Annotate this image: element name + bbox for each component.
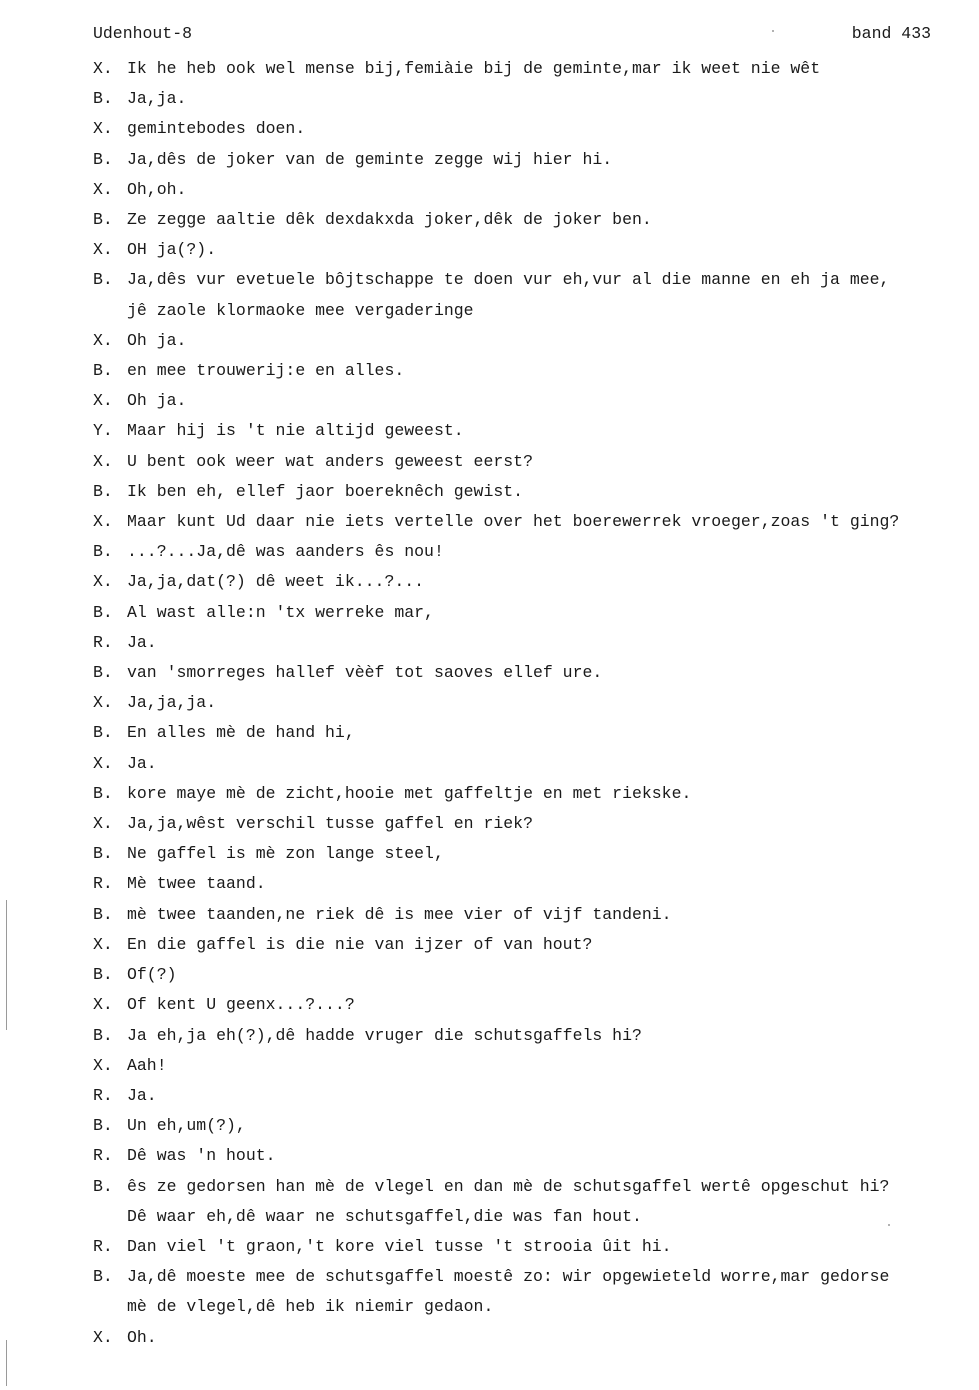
utterance-text: Ja,ja. [127, 89, 187, 109]
utterance-text: Ja. [127, 1085, 157, 1105]
utterance-text: en mee trouwerij:e en alles. [127, 361, 405, 381]
utterance-text: Maar hij is 't nie altijd geweest. [127, 421, 464, 441]
utterance-text: Of(?) [127, 965, 177, 985]
speaker-label: X. [93, 814, 113, 834]
speaker-label: B. [93, 1176, 113, 1196]
speaker-label: B. [93, 361, 113, 381]
dialogue-line [93, 1021, 963, 1051]
speaker-label: B. [93, 1116, 113, 1136]
speaker-label: X. [93, 451, 113, 471]
dialogue-line [93, 658, 963, 688]
utterance-text: Ja,dê moeste mee de schutsgaffel moestê zo: wir opgewieteld worre,mar gedorse mè de vlegel,dê heb ik niemir gedaon. [127, 1267, 890, 1317]
scan-margin-mark [6, 900, 7, 1030]
utterance-text: Ik ben eh, ellef jaor boereknêch gewist. [127, 481, 524, 501]
dialogue-line [93, 1232, 963, 1262]
dialogue-line [93, 990, 963, 1020]
scan-speck [772, 30, 774, 32]
utterance-text: ...?...Ja,dê was aanders ês nou! [127, 542, 444, 562]
tape-number: band 433 [851, 24, 931, 43]
utterance-text: Ja,dês de joker van de geminte zegge wij hier hi. [127, 149, 613, 169]
speaker-label: B. [93, 1025, 113, 1045]
speaker-label: X. [93, 572, 113, 592]
utterance-text: gemintebodes doen. [127, 119, 306, 139]
speaker-label: B. [93, 270, 113, 290]
utterance-text: Oh ja. [127, 391, 187, 411]
dialogue-line [93, 1172, 963, 1232]
dialogue-line [93, 749, 963, 779]
utterance-text: Ja,ja,ja. [127, 693, 217, 713]
dialogue-line [93, 416, 963, 446]
speaker-label: X. [93, 934, 113, 954]
scan-speck [888, 1224, 890, 1226]
dialogue-line [93, 145, 963, 175]
dialogue-line [93, 900, 963, 930]
dialogue-line [93, 507, 963, 537]
dialogue-line [93, 477, 963, 507]
utterance-text: van 'smorreges hallef vèèf tot saoves ellef ure. [127, 663, 603, 683]
dialogue-line [93, 779, 963, 809]
speaker-label: B. [93, 89, 113, 109]
utterance-text: mè twee taanden,ne riek dê is mee vier of vijf tandeni. [127, 904, 672, 924]
speaker-label: X. [93, 119, 113, 139]
utterance-text: Dê was 'n hout. [127, 1146, 276, 1166]
dialogue-line [93, 175, 963, 205]
utterance-text: Ja. [127, 632, 157, 652]
utterance-text: Oh ja. [127, 330, 187, 350]
speaker-label: Y. [93, 421, 113, 441]
speaker-label: R. [93, 1146, 113, 1166]
dialogue-line [93, 567, 963, 597]
dialogue-line [93, 1051, 963, 1081]
page-header [93, 24, 933, 52]
dialogue-line [93, 869, 963, 899]
speaker-label: X. [93, 753, 113, 773]
location-code: Udenhout-8 [93, 24, 193, 43]
dialogue-line [93, 930, 963, 960]
dialogue-line [93, 356, 963, 386]
speaker-label: B. [93, 481, 113, 501]
speaker-label: B. [93, 149, 113, 169]
speaker-label: B. [93, 844, 113, 864]
utterance-text: Oh. [127, 1327, 157, 1347]
speaker-label: B. [93, 723, 113, 743]
speaker-label: X. [93, 1055, 113, 1075]
utterance-text: Oh,oh. [127, 179, 187, 199]
dialogue-line [93, 688, 963, 718]
dialogue-line [93, 265, 963, 325]
speaker-label: R. [93, 874, 113, 894]
dialogue-line [93, 718, 963, 748]
dialogue-line [93, 960, 963, 990]
utterance-text: kore maye mè de zicht,hooie met gaffeltje en met riekske. [127, 783, 692, 803]
utterance-text: Ze zegge aaltie dêk dexdakxda joker,dêk de joker ben. [127, 210, 652, 230]
utterance-text: En alles mè de hand hi, [127, 723, 355, 743]
transcript-body [93, 54, 963, 1353]
dialogue-line [93, 1323, 963, 1353]
speaker-label: X. [93, 330, 113, 350]
dialogue-line [93, 598, 963, 628]
utterance-text: Un eh,um(?), [127, 1116, 246, 1136]
speaker-label: B. [93, 663, 113, 683]
speaker-label: R. [93, 1236, 113, 1256]
speaker-label: X. [93, 693, 113, 713]
dialogue-line [93, 84, 963, 114]
utterance-text: Dan viel 't graon,'t kore viel tusse 't strooia ûit hi. [127, 1236, 672, 1256]
speaker-label: B. [93, 210, 113, 230]
dialogue-line [93, 114, 963, 144]
utterance-text: ês ze gedorsen han mè de vlegel en dan mè de schutsgaffel wertê opgeschut hi? Dê waar eh,dê waar ne schutsgaffel,die was fan hout. [127, 1176, 890, 1226]
utterance-text: Of kent U geenx...?...? [127, 995, 355, 1015]
dialogue-line [93, 839, 963, 869]
dialogue-line [93, 809, 963, 839]
speaker-label: B. [93, 904, 113, 924]
dialogue-line [93, 386, 963, 416]
speaker-label: X. [93, 512, 113, 532]
speaker-label: B. [93, 783, 113, 803]
speaker-label: B. [93, 542, 113, 562]
utterance-text: Ne gaffel is mè zon lange steel, [127, 844, 444, 864]
speaker-label: X. [93, 59, 113, 78]
speaker-label: R. [93, 632, 113, 652]
speaker-label: X. [93, 391, 113, 411]
utterance-text: Ja,ja,dat(?) dê weet ik...?... [127, 572, 425, 592]
dialogue-line [93, 54, 963, 84]
utterance-text: Ik he heb ook wel mense bij,femiàie bij de geminte,mar ik weet nie wêt [127, 59, 821, 78]
dialogue-line [93, 1081, 963, 1111]
utterance-text: Ja eh,ja eh(?),dê hadde vruger die schutsgaffels hi? [127, 1025, 642, 1045]
utterance-text: En die gaffel is die nie van ijzer of van hout? [127, 934, 593, 954]
dialogue-line [93, 235, 963, 265]
utterance-text: U bent ook weer wat anders geweest eerst? [127, 451, 533, 471]
speaker-label: X. [93, 179, 113, 199]
dialogue-line [93, 447, 963, 477]
dialogue-line [93, 628, 963, 658]
speaker-label: X. [93, 240, 113, 260]
scan-margin-mark [6, 1340, 7, 1386]
utterance-text: Aah! [127, 1055, 167, 1075]
utterance-text: Mè twee taand. [127, 874, 266, 894]
utterance-text: Al wast alle:n 'tx werreke mar, [127, 602, 434, 622]
dialogue-line [93, 1111, 963, 1141]
dialogue-line [93, 205, 963, 235]
utterance-text: Ja,dês vur evetuele bôjtschappe te doen vur eh,vur al die manne en eh ja mee, jê zaole klormaoke mee vergaderinge [127, 270, 890, 320]
speaker-label: B. [93, 1267, 113, 1287]
dialogue-line [93, 326, 963, 356]
utterance-text: Maar kunt Ud daar nie iets vertelle over het boerewerrek vroeger,zoas 't ging? [127, 512, 900, 532]
speaker-label: X. [93, 1327, 113, 1347]
speaker-label: X. [93, 995, 113, 1015]
utterance-text: OH ja(?). [127, 240, 217, 260]
dialogue-line [93, 537, 963, 567]
utterance-text: Ja. [127, 753, 157, 773]
utterance-text: Ja,ja,wêst verschil tusse gaffel en riek? [127, 814, 533, 834]
dialogue-line [93, 1141, 963, 1171]
speaker-label: B. [93, 602, 113, 622]
dialogue-line [93, 1262, 963, 1322]
speaker-label: B. [93, 965, 113, 985]
speaker-label: R. [93, 1085, 113, 1105]
